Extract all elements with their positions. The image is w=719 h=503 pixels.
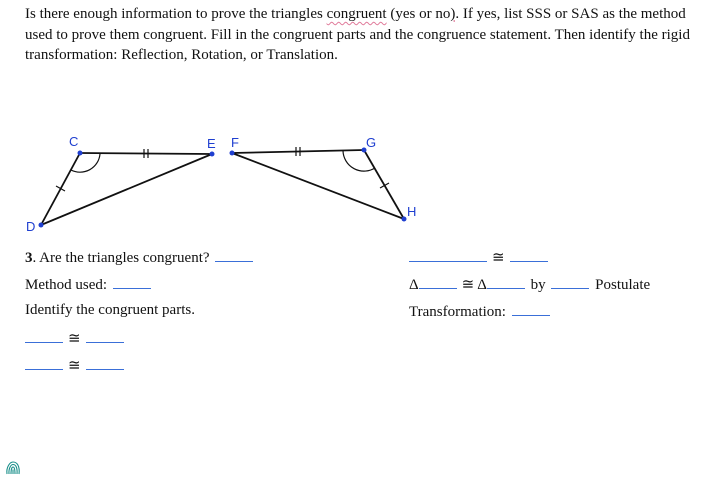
part-2-left-blank[interactable] bbox=[25, 355, 63, 370]
segment-gh bbox=[364, 150, 404, 219]
congruence-statement-row bbox=[409, 274, 650, 294]
part-1-left-blank[interactable] bbox=[25, 328, 63, 343]
label-f: F bbox=[231, 135, 239, 150]
segment-de bbox=[41, 154, 212, 225]
postulate-blank[interactable] bbox=[551, 274, 589, 289]
point-d bbox=[39, 223, 44, 228]
congruent-part-row-2 bbox=[23, 355, 126, 375]
congruent-symbol: ≅ bbox=[68, 358, 81, 374]
grammar-flag[interactable]: ) bbox=[450, 6, 456, 22]
triangle-1-blank[interactable] bbox=[419, 274, 457, 289]
instruction-text: If yes, list SSS or SAS as the method bbox=[459, 6, 686, 22]
vertex-points bbox=[39, 148, 407, 228]
point-f bbox=[230, 151, 235, 156]
method-label: Method used: bbox=[25, 277, 108, 293]
segment-fh bbox=[232, 153, 404, 219]
label-c: C bbox=[69, 134, 79, 149]
parts-label-row bbox=[25, 301, 195, 319]
part-3-left-blank[interactable] bbox=[409, 247, 487, 262]
triangle-fgh bbox=[232, 150, 404, 219]
triangle-symbol: Δ bbox=[409, 277, 419, 293]
by-label: by bbox=[530, 277, 546, 293]
label-d: D bbox=[26, 219, 36, 234]
transformation-blank[interactable] bbox=[512, 301, 550, 316]
segment-fg bbox=[232, 150, 364, 153]
label-h: H bbox=[407, 204, 417, 219]
point-c bbox=[78, 151, 83, 156]
postulate-label: Postulate bbox=[595, 277, 651, 293]
part-2-right-blank[interactable] bbox=[86, 355, 124, 370]
transformation-row bbox=[409, 301, 552, 321]
label-g: G bbox=[366, 135, 377, 150]
label-e: E bbox=[207, 136, 216, 151]
fingerprint-icon[interactable] bbox=[4, 459, 22, 477]
triangle-symbol: Δ bbox=[477, 277, 487, 293]
method-blank[interactable] bbox=[113, 274, 151, 289]
point-h bbox=[402, 217, 407, 222]
instruction-text: (yes or no bbox=[386, 6, 451, 22]
answer-congruent-blank[interactable] bbox=[215, 247, 253, 262]
part-1-right-blank[interactable] bbox=[86, 328, 124, 343]
triangle-2-blank[interactable] bbox=[487, 274, 525, 289]
question-prompt: . Are the triangles congruent? bbox=[32, 250, 210, 266]
congruent-symbol: ≅ bbox=[461, 277, 475, 293]
parts-label: Identify the congruent parts. bbox=[25, 302, 195, 318]
congruent-symbol: ≅ bbox=[68, 331, 81, 347]
question-number: 3 bbox=[25, 250, 33, 266]
instruction-text: . bbox=[455, 6, 460, 22]
instruction-line-2: used to prove them congruent. Fill in the congruent parts and the congruence statement. Then identify the rigid bbox=[25, 26, 690, 43]
instruction-text: Is there enough information to prove the triangles bbox=[25, 6, 327, 22]
segment-ce bbox=[80, 153, 212, 154]
instruction-line-3: transformation: Reflection, Rotation, or Translation. bbox=[25, 47, 338, 63]
triangle-cde bbox=[41, 153, 212, 225]
congruent-symbol: ≅ bbox=[492, 250, 505, 266]
method-row bbox=[25, 274, 153, 294]
transformation-label: Transformation: bbox=[409, 304, 506, 320]
question-congruent-row bbox=[25, 247, 255, 267]
congruent-part-row-3 bbox=[407, 247, 550, 267]
spellcheck-flagged-word[interactable]: congruent bbox=[326, 6, 387, 22]
part-3-right-blank[interactable] bbox=[510, 247, 548, 262]
point-e bbox=[210, 152, 215, 157]
congruent-part-row-1 bbox=[23, 328, 126, 348]
